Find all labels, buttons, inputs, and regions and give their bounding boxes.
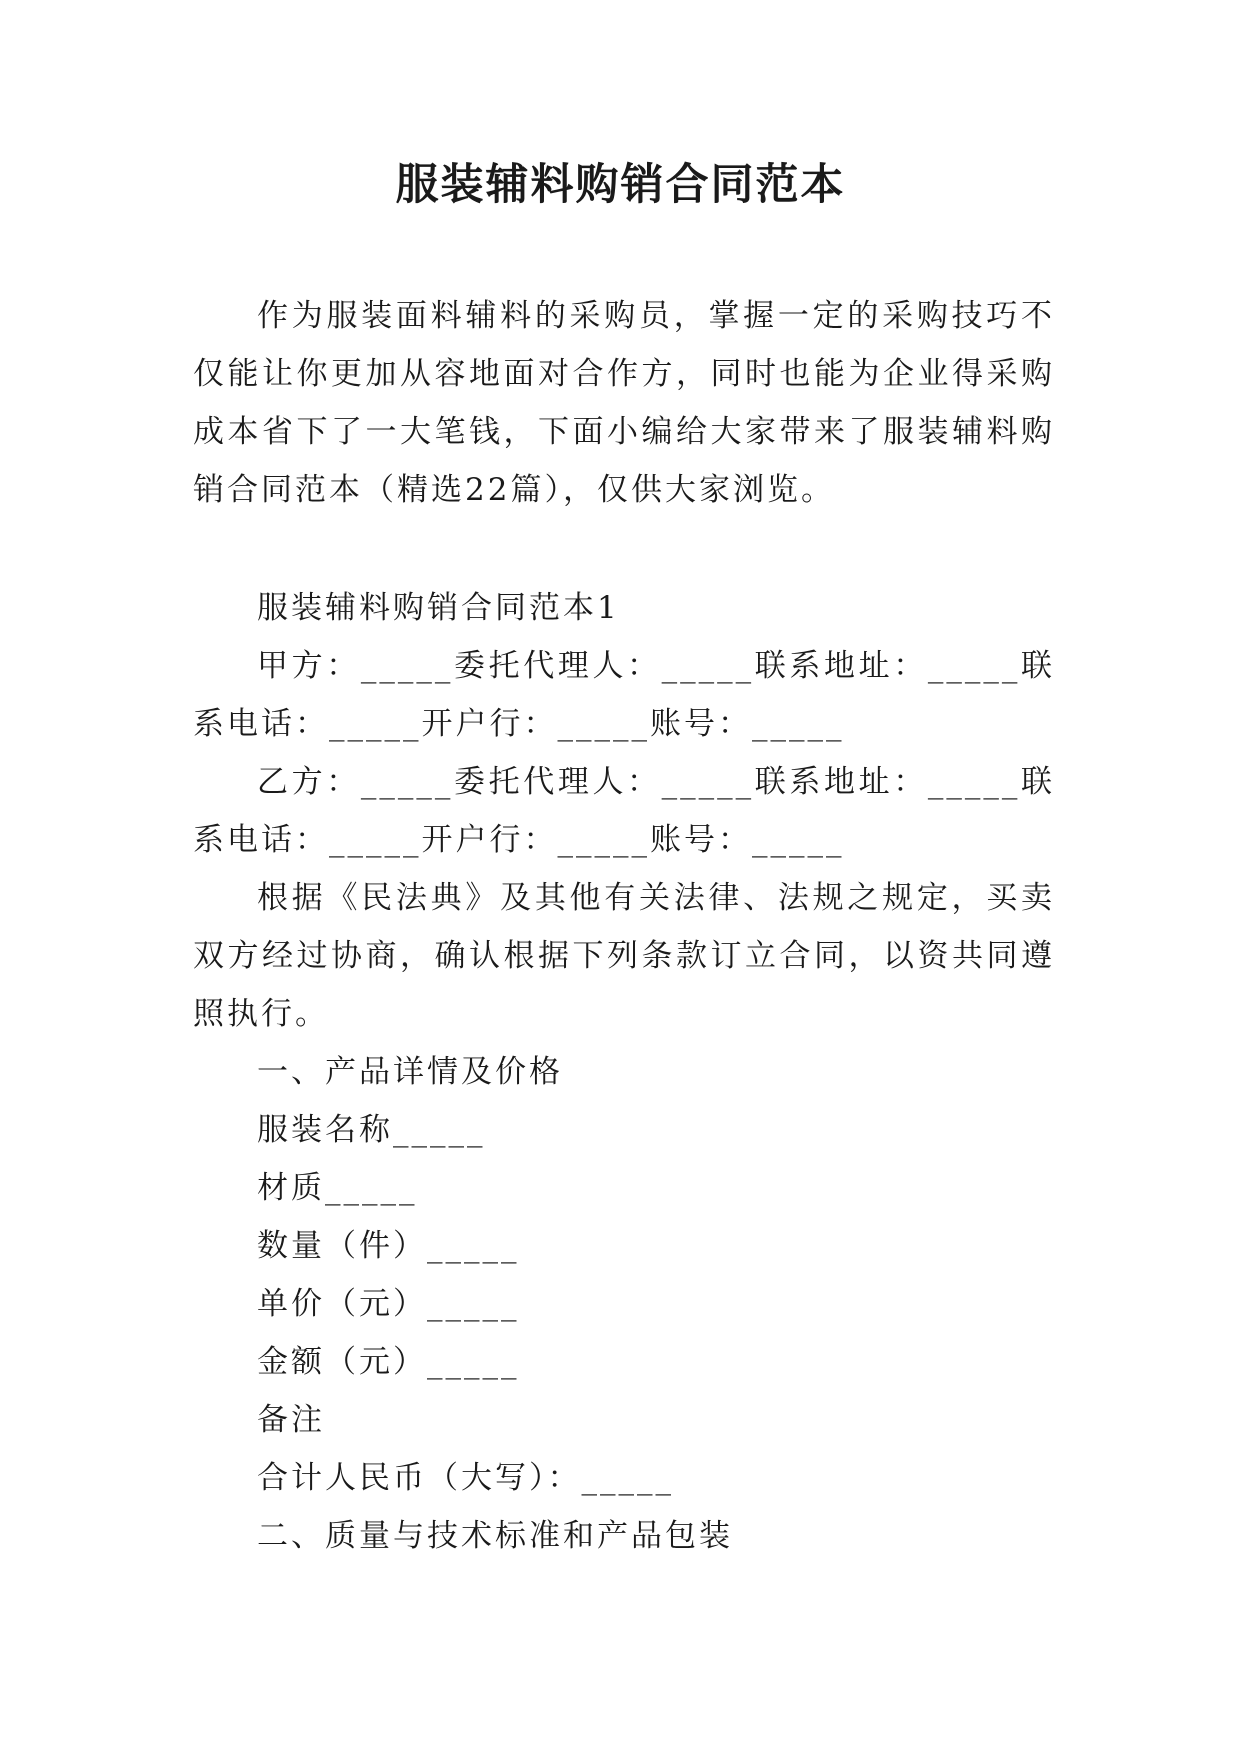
item-material-line: 材质_____ <box>257 1170 418 1206</box>
contract-heading: 服装辅料购销合同范本1 <box>257 590 620 626</box>
party-a-paragraph: 甲方：_____委托代理人：_____联系地址：_____联系电话：_____开户行：_____账号：_____ <box>193 648 1055 742</box>
item-unit-price-line: 单价（元）_____ <box>257 1286 520 1322</box>
intro-paragraph: 作为服装面料辅料的采购员，掌握一定的采购技巧不仅能让你更加从容地面对合作方，同时也能为企业得采购成本省下了一大笔钱，下面小编给大家带来了服装辅料购销合同范本（精选22篇），仅供大家浏览。 <box>193 298 1055 508</box>
document-title: 服装辅料购销合同范本 <box>395 160 846 210</box>
legal-basis-paragraph: 根据《民法典》及其他有关法律、法规之规定，买卖双方经过协商，确认根据下列条款订立合同，以资共同遵照执行。 <box>193 880 1055 1032</box>
section-2-title: 二、质量与技术标准和产品包装 <box>257 1518 733 1554</box>
section-1-title: 一、产品详情及价格 <box>257 1054 563 1090</box>
item-remark-line: 备注 <box>257 1402 325 1438</box>
contract-body <box>193 579 1055 1565</box>
item-total-line: 合计人民币（大写）：_____ <box>257 1460 674 1496</box>
item-quantity-line: 数量（件）_____ <box>257 1228 520 1264</box>
item-amount-line: 金额（元）_____ <box>257 1344 520 1380</box>
intro-block <box>193 287 1055 519</box>
party-b-paragraph: 乙方：_____委托代理人：_____联系地址：_____联系电话：_____开户行：_____账号：_____ <box>193 764 1055 858</box>
item-name-line: 服装名称_____ <box>257 1112 486 1148</box>
